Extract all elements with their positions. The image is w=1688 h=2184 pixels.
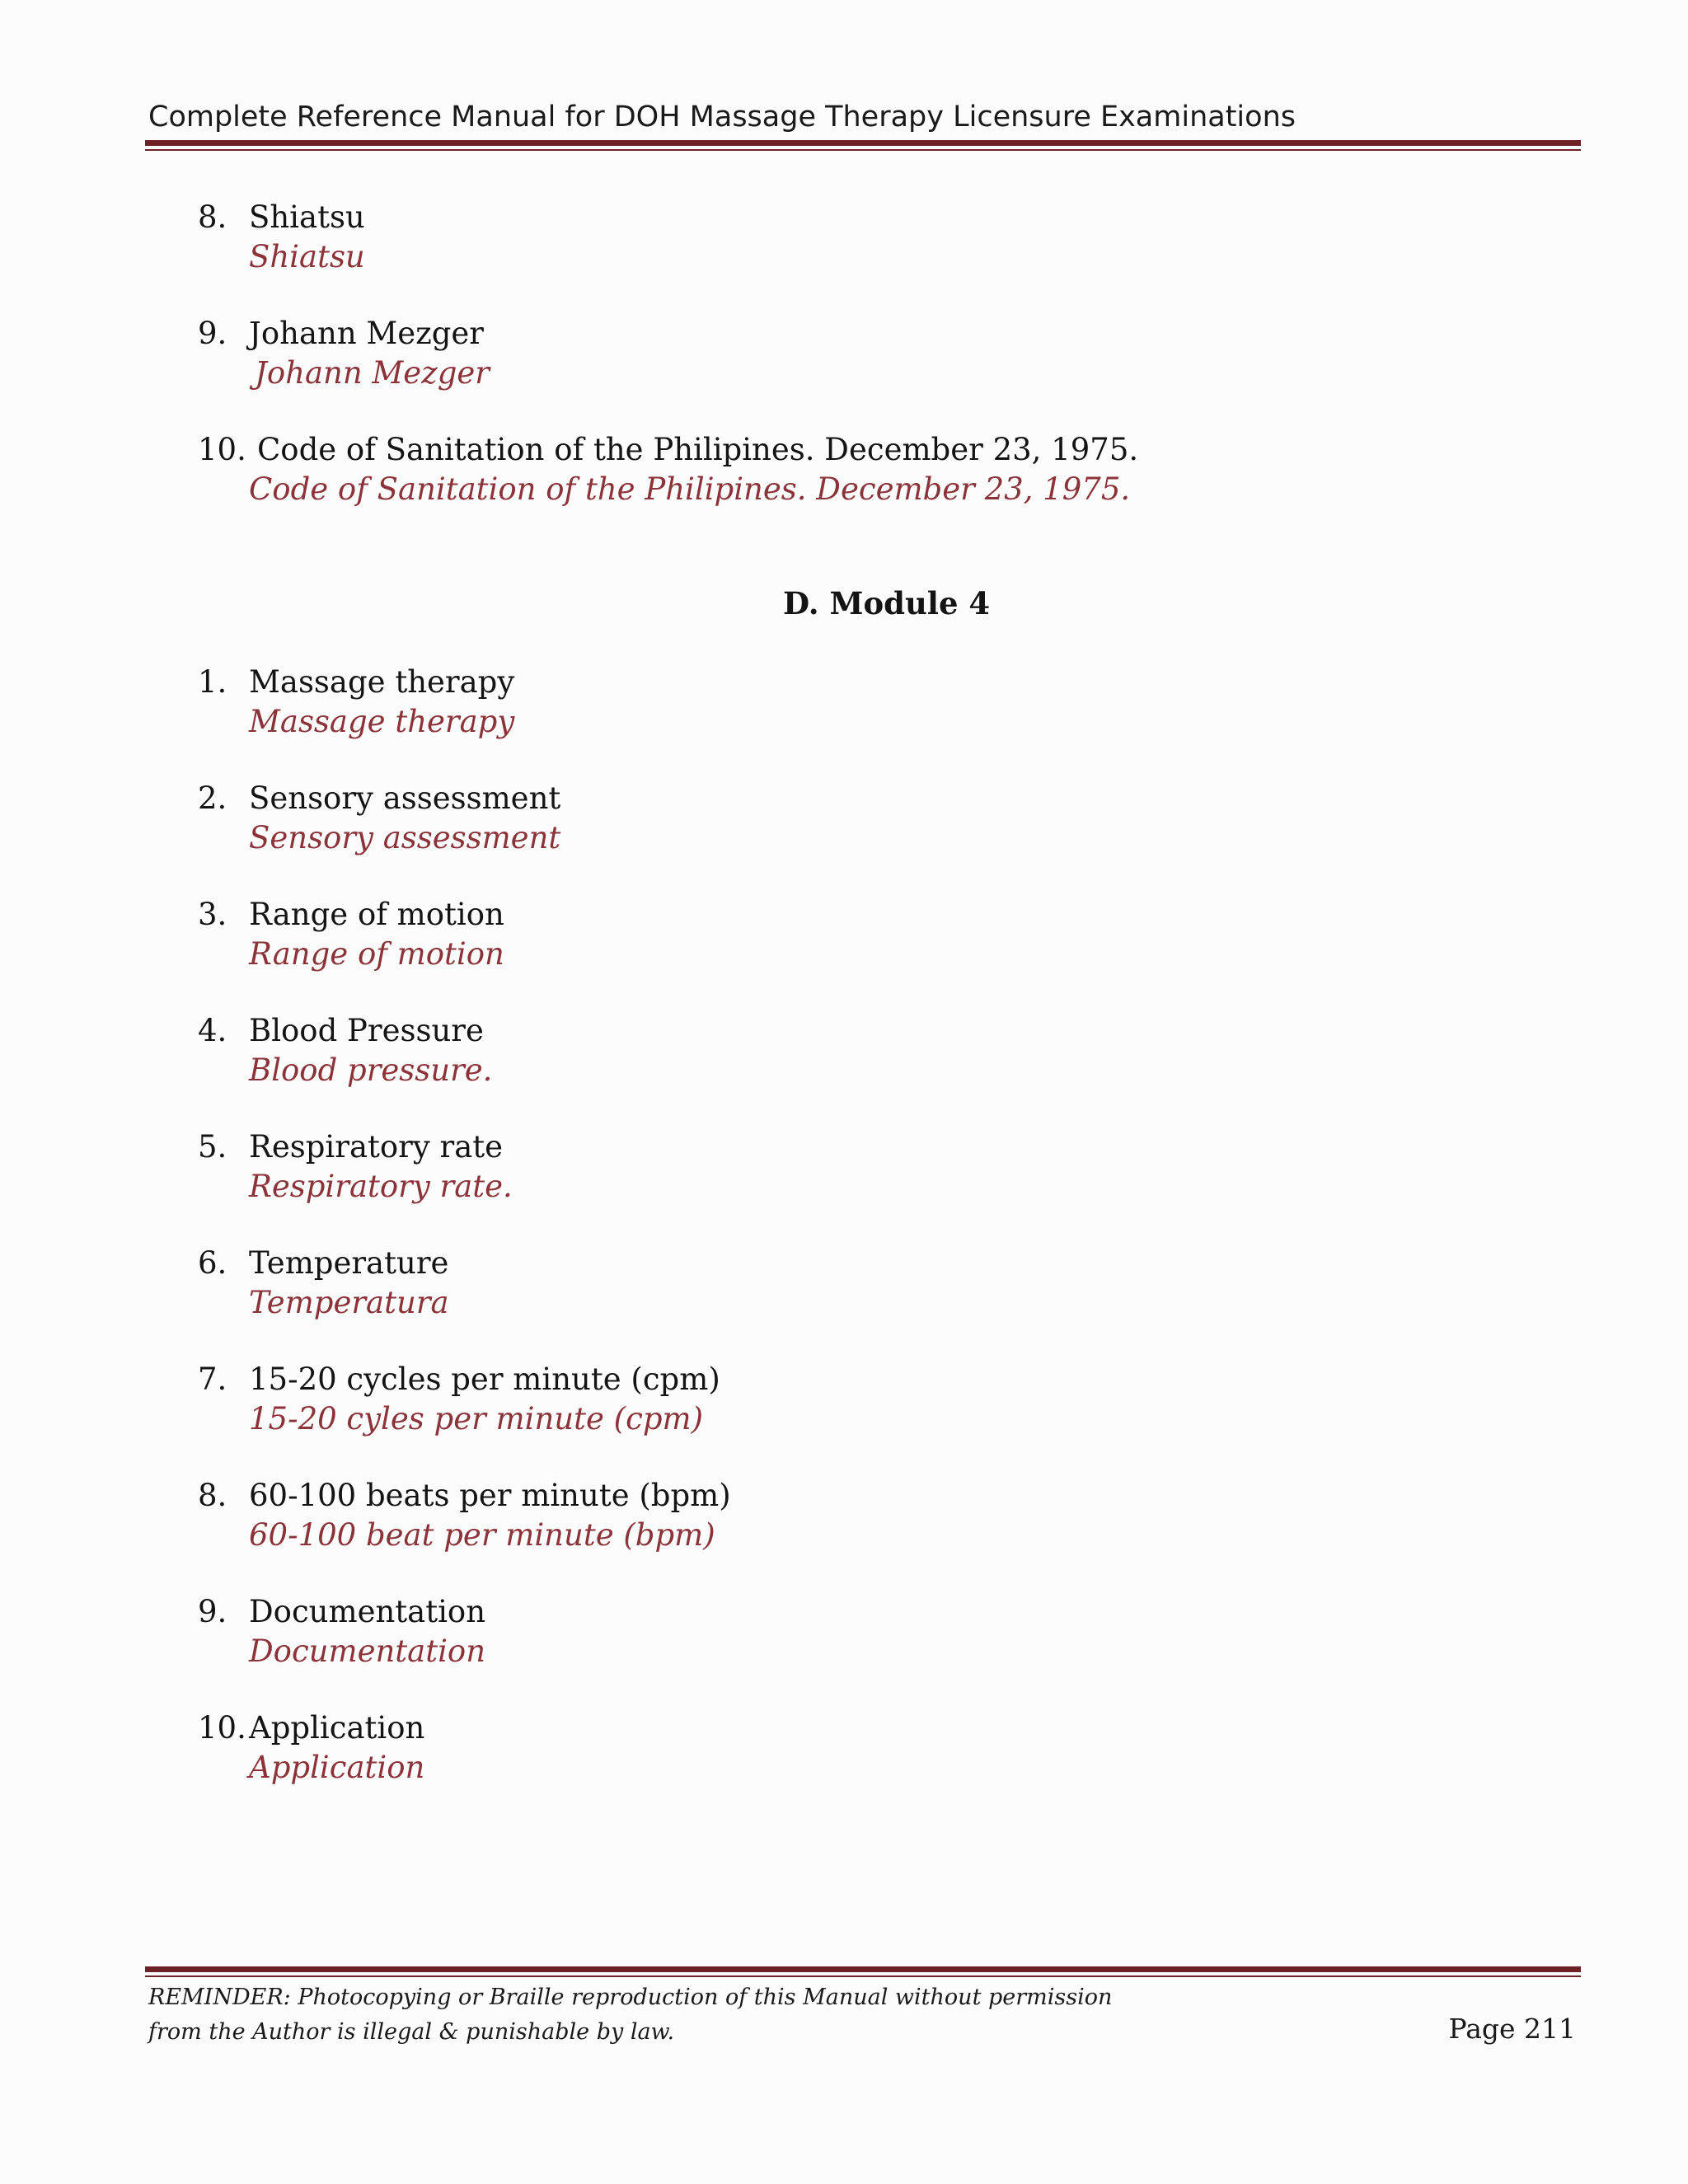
page-header-title: Complete Reference Manual for DOH Massage Therapy Licensure Examinations bbox=[148, 101, 1296, 134]
item-answer: 60-100 beat per minute (bpm) bbox=[249, 1517, 715, 1553]
item-term: Application bbox=[249, 1710, 425, 1746]
item-answer: Documentation bbox=[249, 1633, 486, 1669]
list-item bbox=[198, 198, 365, 277]
section-heading: D. Module 4 bbox=[783, 585, 991, 621]
item-number: 10. bbox=[198, 1710, 246, 1746]
item-term: Documentation bbox=[249, 1594, 486, 1629]
list-item bbox=[198, 1011, 492, 1090]
item-number: 4. bbox=[198, 1013, 227, 1048]
footer-reminder bbox=[148, 1980, 1112, 2050]
item-number: 7. bbox=[198, 1361, 227, 1397]
list-item bbox=[198, 1592, 485, 1671]
item-number: 8. bbox=[198, 199, 227, 235]
list-item bbox=[198, 895, 504, 974]
item-term: Sensory assessment bbox=[249, 780, 561, 816]
header-rule bbox=[145, 140, 1581, 146]
item-answer: Blood pressure. bbox=[249, 1052, 493, 1088]
item-answer: 15-20 cyles per minute (cpm) bbox=[249, 1401, 704, 1436]
page-number: Page 211 bbox=[1448, 2013, 1576, 2045]
item-number: 9. bbox=[198, 1594, 227, 1629]
footer-rule-thin bbox=[145, 1975, 1581, 1977]
list-item bbox=[198, 1476, 731, 1555]
item-number: 10. bbox=[198, 432, 246, 467]
item-answer: Shiatsu bbox=[249, 239, 365, 274]
footer-rule bbox=[145, 1966, 1581, 1972]
item-answer: Respiratory rate. bbox=[249, 1169, 513, 1204]
list-item bbox=[198, 430, 1138, 509]
item-term: Johann Mezger bbox=[249, 316, 484, 351]
item-term: 60-100 beats per minute (bpm) bbox=[249, 1478, 731, 1513]
item-number: 9. bbox=[198, 316, 227, 351]
item-answer: Massage therapy bbox=[249, 704, 515, 739]
item-number: 2. bbox=[198, 780, 227, 816]
item-term: Shiatsu bbox=[249, 199, 365, 235]
item-term: Code of Sanitation of the Philipines. December 23, 1975. bbox=[257, 432, 1139, 467]
list-item bbox=[198, 1244, 449, 1323]
item-number: 3. bbox=[198, 897, 227, 932]
item-number: 1. bbox=[198, 664, 227, 700]
list-item bbox=[198, 1708, 424, 1788]
item-term: Respiratory rate bbox=[249, 1129, 504, 1165]
item-term: Massage therapy bbox=[249, 664, 515, 700]
item-answer: Johann Mezger bbox=[255, 355, 490, 391]
item-number: 8. bbox=[198, 1478, 227, 1513]
item-number: 5. bbox=[198, 1129, 227, 1165]
item-answer: Temperatura bbox=[249, 1285, 449, 1320]
item-answer: Range of motion bbox=[249, 936, 504, 972]
item-term: Blood Pressure bbox=[249, 1013, 484, 1048]
list-item bbox=[198, 314, 490, 393]
item-answer: Code of Sanitation of the Philipines. December 23, 1975. bbox=[249, 471, 1131, 507]
list-item bbox=[198, 779, 560, 858]
item-number: 6. bbox=[198, 1245, 227, 1281]
header-rule-thin bbox=[145, 149, 1581, 151]
item-term: Temperature bbox=[249, 1245, 449, 1281]
item-answer: Sensory assessment bbox=[249, 820, 561, 855]
item-term: 15-20 cycles per minute (cpm) bbox=[249, 1361, 720, 1397]
item-answer: Application bbox=[249, 1750, 425, 1785]
list-item bbox=[198, 1127, 513, 1207]
item-term: Range of motion bbox=[249, 897, 504, 932]
list-item bbox=[198, 1360, 720, 1439]
footer-reminder-line: from the Author is illegal & punishable by law. bbox=[148, 2019, 675, 2045]
footer-reminder-line: REMINDER: Photocopying or Braille reproduction of this Manual without permission bbox=[148, 1985, 1113, 2010]
list-item bbox=[198, 663, 514, 742]
